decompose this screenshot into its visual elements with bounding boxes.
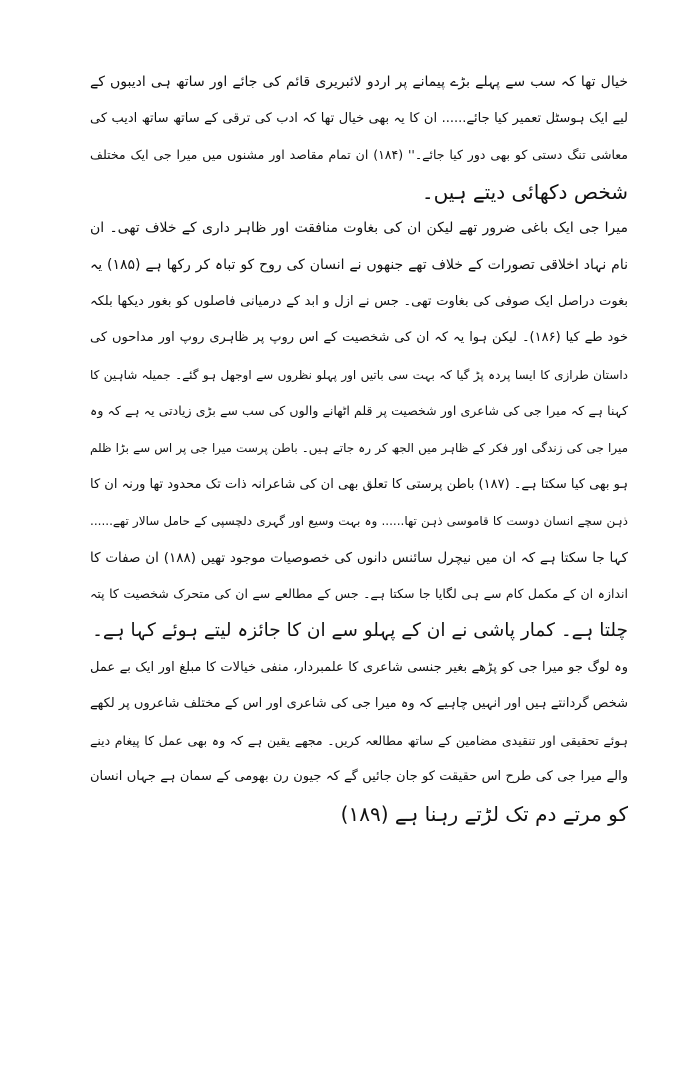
text-line: خود طے کیا (۱۸۶)۔ لیکن ہوا یہ کہ ان کی شخصیت کے اس روپ پر ظاہری روپ اور مداحوں کی (90, 330, 628, 346)
paragraph-1 (90, 64, 628, 210)
text-line: والے میرا جی کی طرح اس حقیقت کو جان جائیں گے کہ جیون رن بھومی کے سمان ہے جہاں انسان (90, 769, 628, 785)
paragraph-2 (90, 210, 628, 649)
text-line: کہنا ہے کہ میرا جی کی شاعری اور شخصیت پر قلم اٹھانے والوں کی سب سے بڑی زیادتی یہ ہے کہ وہ (90, 403, 628, 419)
text-line: خیال تھا کہ سب سے پہلے بڑے پیمانے پر اردو لائبریری قائم کی جائے اور ساتھ ہی ادیبوں کے (90, 74, 628, 90)
text-line: ہوئے تحقیقی اور تنقیدی مضامین کے ساتھ مطالعہ کریں۔ مجھے یقین ہے کہ وہ بھی عمل کا پیغام دینے (90, 732, 628, 748)
paragraph-3 (90, 650, 628, 833)
text-line: داستان طرازی کا ایسا پردہ پڑ گیا کہ بہت سی باتیں اور پہلو نظروں سے اوجھل ہو گئے۔ جمیلہ شاہین کا (90, 367, 628, 382)
text-line: بغوت دراصل ایک صوفی کی بغاوت تھی۔ جس نے ازل و ابد کے درمیانی فاصلوں کو بغور دیکھا بلکہ (90, 293, 628, 309)
text-line: نام نہاد اخلاقی تصورات کے خلاف تھے جنھوں نے انسان کی روح کو تباہ کر رکھا ہے (۱۸۵) یہ (90, 256, 628, 273)
text-line: کو مرتے دم تک لڑتے رہنا ہے (۱۸۹) (340, 801, 628, 826)
text-line: ذہن سچے انسان دوست کا قاموسی ذہن تھا...... وہ بہت وسیع اور گہری دلچسپی کے حامل سالار تھے...... (90, 514, 628, 529)
text-line: شخص دکھائی دیتے ہیں۔ (421, 179, 628, 204)
text-line: معاشی تنگ دستی کو بھی دور کیا جائے۔'' (۱۸۴) ان تمام مقاصد اور مشنوں میں میرا جی ایک مختلف (90, 147, 628, 163)
text-line: ہو بھی کیا سکتا ہے۔ (۱۸۷) باطن پرستی کا تعلق بھی ان کی شاعرانہ ذات تک محدود تھا ورنہ ان کا (90, 476, 628, 492)
text-line: شخص گردانتے ہیں اور انہیں چاہیے کہ وہ میرا جی کی شاعری اور اس کے مختلف شاعروں پر لکھے (90, 696, 628, 712)
text-line: اندازہ ان کے مکمل کام سے ہی لگایا جا سکتا ہے۔ جس کے مطالعے سے ان کی متحرک شخصیت کا پتہ (90, 586, 628, 602)
text-line: لیے ایک ہوسٹل تعمیر کیا جائے...... ان کا یہ بھی خیال تھا کہ ادب کی ترقی کے ساتھ ساتھ ادیب کی (90, 110, 628, 126)
body-text (90, 64, 628, 832)
text-line: چلتا ہے۔ کمار پاشی نے ان کے پہلو سے ان کا جائزہ لیتے ہوئے کہا ہے۔ (92, 619, 628, 641)
text-line: میرا جی کی زندگی اور فکر کے ظاہر میں الجھ کر رہ جاتے ہیں۔ باطن پرست میرا جی پر اس سے بڑا ظلم (90, 440, 628, 455)
text-line: میرا جی ایک باغی ضرور تھے لیکن ان کی بغاوت منافقت اور ظاہر داری کے خلاف تھی۔ ان (90, 220, 628, 237)
text-line: وہ لوگ جو میرا جی کو پڑھے بغیر جنسی شاعری کا علمبردار، منفی خیالات کا مبلغ اور ایک بے عمل (90, 659, 628, 675)
text-line: کہا جا سکتا ہے کہ ان میں نیچرل سائنس دانوں کی خصوصیات موجود تھیں (۱۸۸) ان صفات کا (90, 549, 628, 566)
